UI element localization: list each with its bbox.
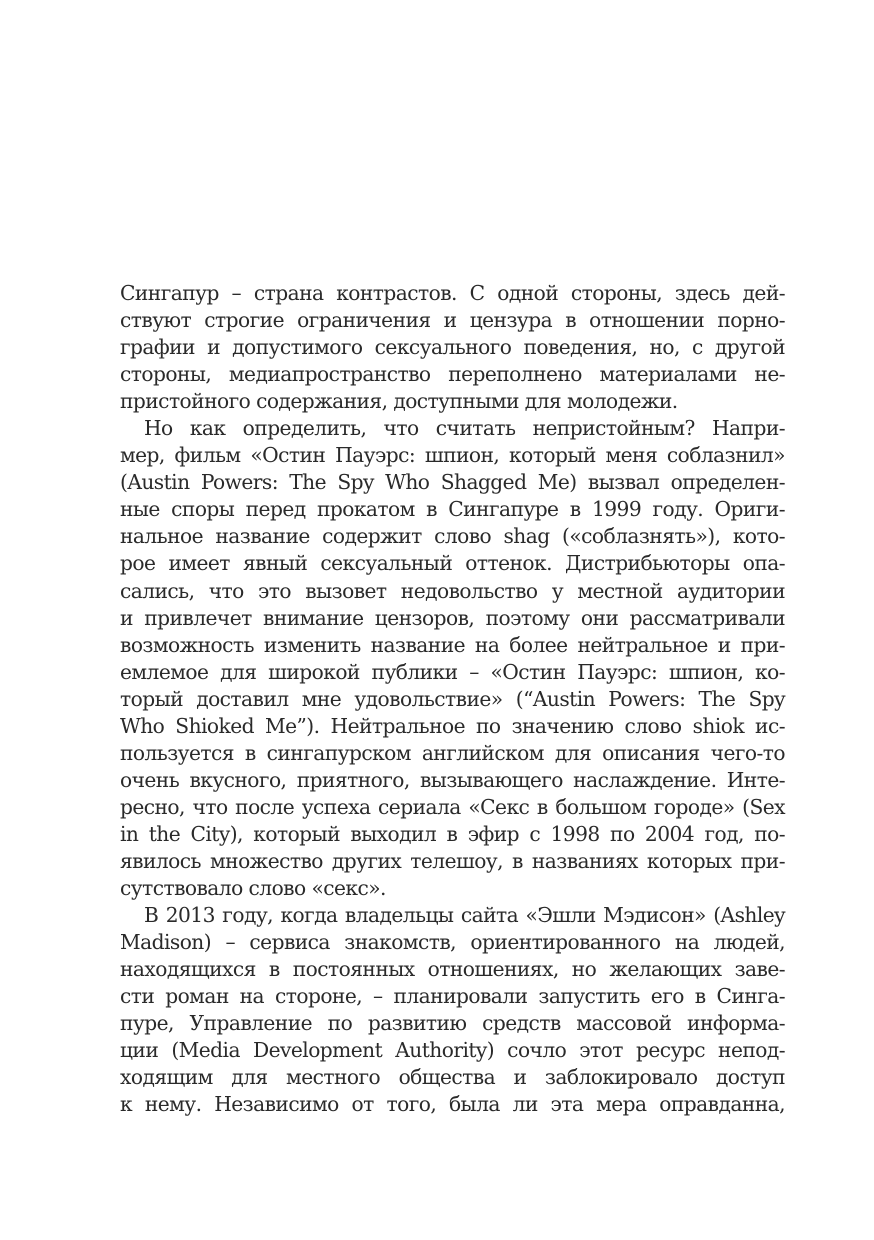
paragraph-2: [120, 415, 785, 902]
text-line: Madison) – сервиса знакомств, ориентированного на людей,: [120, 930, 785, 955]
text-line: ресно, что после успеха сериала «Секс в большом городе» (Sex: [120, 794, 785, 819]
text-line: ции (Media Development Authority) сочло этот ресурс непод-: [120, 1038, 785, 1063]
text-line: к нему. Независимо от того, была ли эта мера оправданна,: [120, 1092, 785, 1117]
text-line: Но как определить, что считать непристойным? Напри-: [144, 416, 785, 441]
paragraph-1: [120, 280, 785, 415]
text-line: находящихся в постоянных отношениях, но желающих заве-: [120, 957, 785, 982]
text-line: емлемое для широкой публики – «Остин Пауэрс: шпион, ко-: [120, 659, 785, 684]
document-page: [120, 280, 785, 1118]
text-line: возможность изменить название на более нейтральное и при-: [120, 632, 785, 657]
text-line: сутствовало слово «секс».: [120, 876, 386, 901]
text-line: рое имеет явный сексуальный оттенок. Дистрибьюторы опа-: [120, 551, 785, 576]
text-line: ствуют строгие ограничения и цензура в отношении порно-: [120, 308, 785, 333]
text-line: Who Shioked Me”). Нейтральное по значению слово shiok ис-: [120, 713, 785, 738]
text-line: сти роман на стороне, – планировали запустить его в Синга-: [120, 984, 785, 1009]
text-line: стороны, медиапространство переполнено материалами не-: [120, 362, 785, 387]
text-line: ные споры перед прокатом в Сингапуре в 1999 году. Ориги-: [120, 497, 785, 522]
text-line: и привлечет внимание цензоров, поэтому они рассматривали: [120, 605, 785, 630]
text-line: пуре, Управление по развитию средств массовой информа-: [120, 1011, 785, 1036]
text-line: пользуется в сингапурском английском для описания чего-то: [120, 740, 785, 765]
text-line: in the City), который выходил в эфир с 1998 по 2004 год, по-: [120, 821, 785, 846]
text-line: В 2013 году, когда владельцы сайта «Эшли Мэдисон» (Ashley: [144, 903, 785, 928]
text-line: мер, фильм «Остин Пауэрс: шпион, который меня соблазнил»: [120, 443, 785, 468]
text-line: ходящим для местного общества и заблокировало доступ: [120, 1065, 785, 1090]
paragraph-3: [120, 902, 785, 1118]
text-line: явилось множество других телешоу, в названиях которых при-: [120, 848, 785, 873]
text-line: Сингапур – страна контрастов. С одной стороны, здесь дей-: [120, 281, 785, 305]
text-line: графии и допустимого сексуального поведения, но, с другой: [120, 335, 785, 360]
text-line: (Austin Powers: The Spy Who Shagged Me) вызвал определен-: [120, 470, 785, 495]
text-line: торый доставил мне удовольствие» (“Austin Powers: The Spy: [120, 686, 785, 711]
text-line: нальное название содержит слово shag («соблазнять»), кото-: [120, 524, 785, 549]
text-line: сались, что это вызовет недовольство у местной аудитории: [120, 578, 785, 603]
text-line: пристойного содержания, доступными для молодежи.: [120, 389, 678, 414]
text-line: очень вкусного, приятного, вызывающего наслаждение. Инте-: [120, 767, 785, 792]
